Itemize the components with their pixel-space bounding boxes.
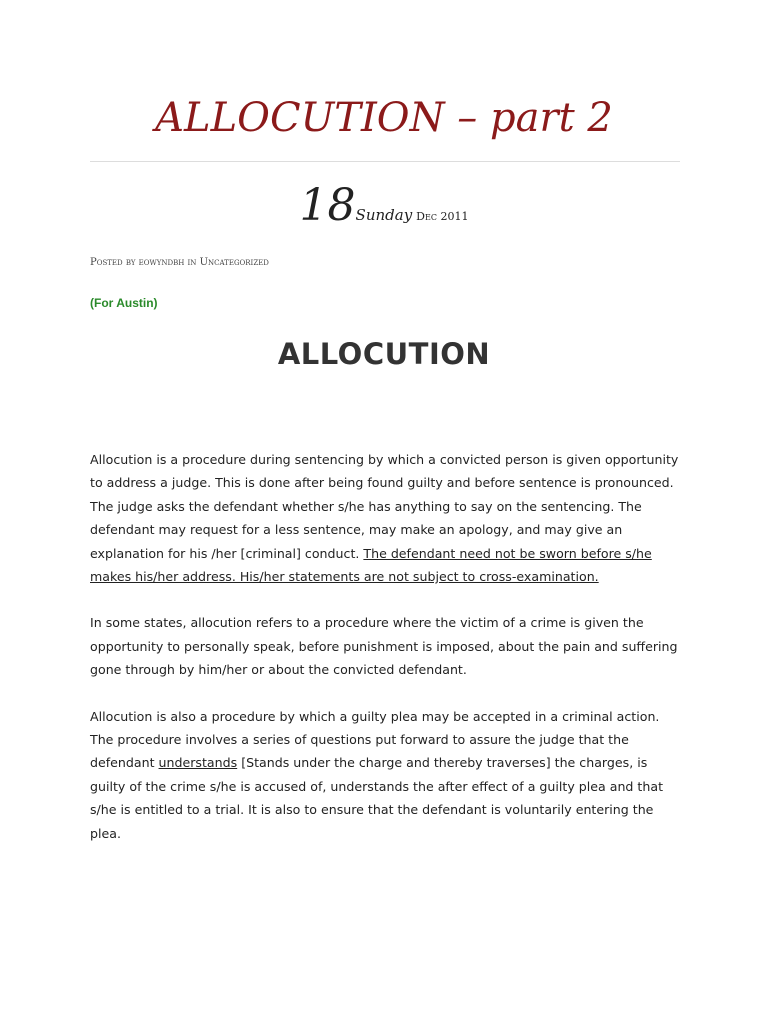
paragraph-3-after: [Stands under the charge and thereby traverses] the charges, is guilty of the crime s/he is accused of, understands the after effect of a guilty plea and that s/he is entitled to a trial. It is also to ensure that the defendant is voluntarily entering the plea. bbox=[90, 755, 664, 841]
article-body bbox=[90, 448, 684, 868]
dedication: (For Austin) bbox=[90, 296, 158, 310]
paragraph-2: In some states, allocution refers to a procedure where the victim of a crime is given the opportunity to personally speak, before punishment is imposed, about the pain and suffering gone through by him/her or about the convicted defendant. bbox=[90, 615, 678, 678]
paragraph-3-before: Allocution is also a procedure by which a guilty plea may be accepted in a criminal action. The procedure involves a series of questions put forward to assure the judge that the defendant bbox=[90, 708, 660, 771]
paragraph-1 bbox=[90, 448, 684, 588]
paragraph-3 bbox=[90, 705, 684, 845]
author-link[interactable]: eowyndbh bbox=[138, 257, 185, 268]
post-date bbox=[0, 178, 768, 234]
paragraph-3-underlined: understands bbox=[158, 755, 238, 771]
date-month-year: Dec 2011 bbox=[416, 210, 469, 223]
category-link[interactable]: Uncategorized bbox=[199, 257, 269, 268]
post-meta bbox=[90, 257, 269, 268]
paragraph-1-text: Allocution is a procedure during sentencing by which a convicted person is given opportunity to address a judge. This is done after being found guilty and before sentence is pronounced. The judge asks the defendant whether s/he has anything to say on the sentencing. The defendant may request for a less sentence, may make an apology, and may give an explanation for his /her [criminal] conduct. bbox=[90, 452, 679, 561]
paragraph-1-underlined: The defendant need not be sworn before s/he makes his/her address. His/her statements are not subject to cross-examination. bbox=[90, 545, 652, 585]
post-title: ALLOCUTION – part 2 bbox=[155, 95, 613, 141]
article-heading: ALLOCUTION bbox=[277, 337, 491, 371]
in-label: in bbox=[187, 257, 197, 268]
date-weekday: Sunday bbox=[355, 206, 413, 224]
date-day: 18 bbox=[299, 180, 356, 231]
title-divider bbox=[90, 161, 680, 162]
posted-by-label: Posted by bbox=[90, 257, 136, 268]
